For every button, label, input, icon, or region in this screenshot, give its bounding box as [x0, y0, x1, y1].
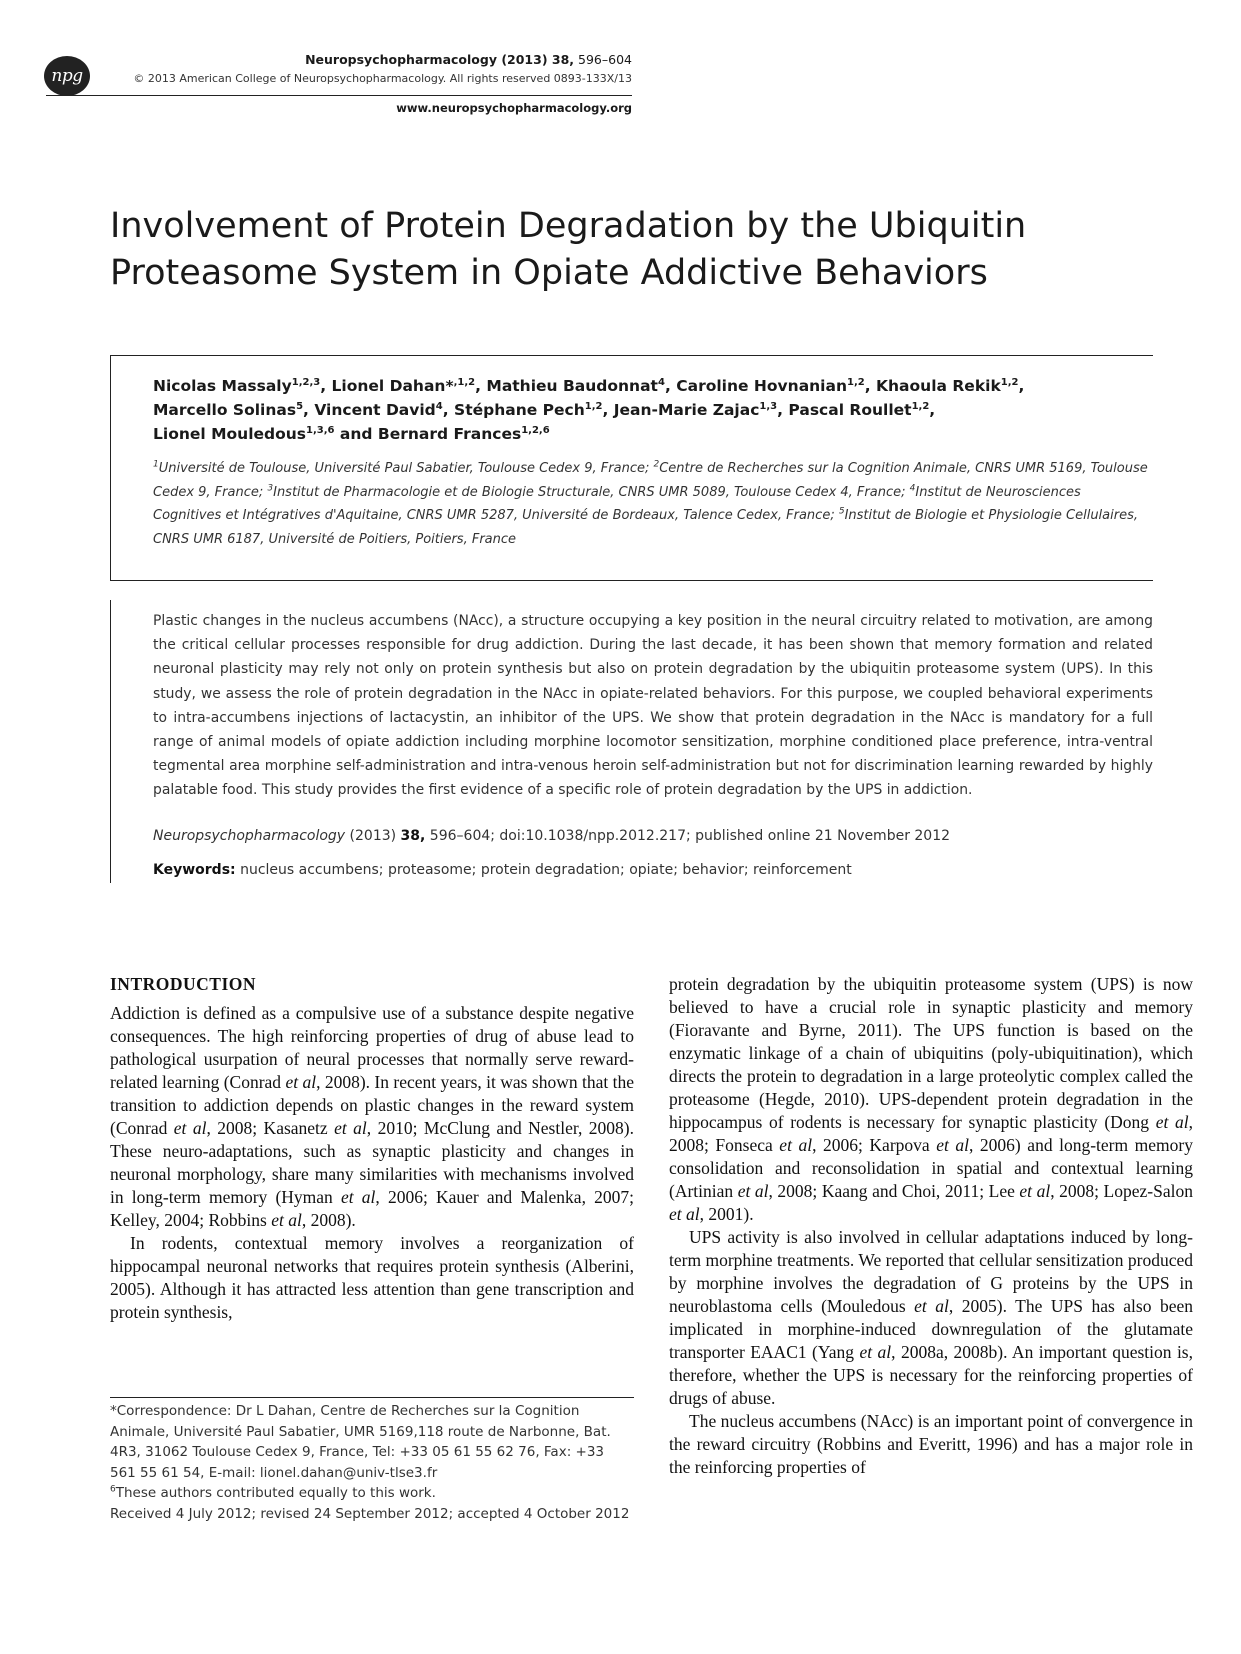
- author-name: Lionel Dahan*: [331, 377, 454, 395]
- author-name: Marcello Solinas: [153, 401, 297, 419]
- text-run: , 2008; Kaang and Choi, 2011; Lee: [768, 1181, 1020, 1201]
- author-affiliation-marker: 1,2,3: [291, 376, 321, 388]
- author-affiliation-marker: 1,3: [759, 400, 778, 412]
- author-affiliation-marker: 1,3,6: [306, 424, 335, 436]
- italic-text: et al: [173, 1118, 207, 1138]
- italic-text: et al: [340, 1187, 376, 1207]
- author-name: Caroline Hovnanian: [676, 377, 847, 395]
- italic-text: et al: [669, 1204, 700, 1224]
- text-run: , 2008; Kasanetz: [206, 1118, 335, 1138]
- header-divider: [46, 95, 632, 96]
- keywords-list: nucleus accumbens; proteasome; protein degradation; opiate; behavior; reinforcement: [235, 862, 852, 878]
- author-separator: ,: [475, 377, 487, 395]
- italic-text: et al: [936, 1135, 970, 1155]
- text-run: The nucleus accumbens (NAcc) is an important point of convergence in the reward circuitry (Robbins and Everitt, 1996) and has a major role in the reinforcing properties of: [669, 1411, 1193, 1477]
- author-separator: ,: [664, 377, 677, 395]
- text-run: , 2006; Karpova: [812, 1135, 937, 1155]
- author-affiliation-marker: ,1,2: [453, 376, 476, 388]
- italic-text: et al: [1155, 1112, 1189, 1132]
- author-separator: ,: [777, 401, 789, 419]
- author-affiliation-marker: 1,2: [911, 400, 930, 412]
- affiliation-text: Centre de Recherches sur la Cognition Animale, CNRS UMR 5169, Toulouse Cedex 9, France;: [153, 461, 1148, 500]
- author-affiliation-marker: 5: [296, 400, 304, 412]
- author-separator: ,: [602, 401, 614, 419]
- authors-top-divider: [110, 355, 1153, 356]
- footnotes: [110, 1401, 634, 1524]
- italic-text: et al: [859, 1342, 892, 1362]
- italic-text: et al: [334, 1118, 367, 1138]
- affiliation-list: [153, 457, 1153, 551]
- citation-volume: 38,: [400, 828, 426, 844]
- journal-name-volume: Neuropsychopharmacology (2013) 38,: [305, 52, 575, 67]
- text-run: Addiction is defined as a compulsive use of a substance despite negative consequences. The high reinforcing properties of drug of abuse lead to pathological usurpation of neural processes that normally serve reward-related learning (Conrad: [110, 1003, 634, 1092]
- equal-contribution-note: [110, 1483, 634, 1504]
- text-run: , 2008; Lopez-Salon: [1050, 1181, 1193, 1201]
- body-paragraph: [110, 1002, 634, 1232]
- italic-text: et al: [779, 1135, 813, 1155]
- section-heading-introduction: INTRODUCTION: [110, 974, 257, 994]
- citation-details: 596–604; doi:10.1038/npp.2012.217; published online 21 November 2012: [425, 828, 951, 844]
- body-column-right: [669, 973, 1193, 1479]
- author-affiliation-marker: 4: [435, 400, 443, 412]
- text-run: , 2008).: [301, 1210, 356, 1230]
- received-dates: Received 4 July 2012; revised 24 September 2012; accepted 4 October 2012: [110, 1505, 630, 1522]
- text-run: , 2008). In recent years, it was shown that the transition to addiction depends on plastic changes in the reward system (Conrad: [110, 1072, 634, 1138]
- affiliation-marker: 2: [653, 459, 660, 470]
- text-run: , 2010; McClung and Nestler, 2008). These neuro-adaptations, such as synaptic plasticity and changes in neuronal morphology, share many similarities with mechanisms involved in long-term memory (Hyman: [110, 1118, 634, 1207]
- author-separator: and: [334, 425, 378, 443]
- npg-logo: npg: [44, 56, 90, 96]
- citation-year: (2013): [345, 828, 401, 844]
- italic-text: et al: [737, 1181, 769, 1201]
- author-separator: ,: [303, 401, 315, 419]
- footnote-divider: [110, 1397, 634, 1398]
- affiliation-text: Institut de Pharmacologie et de Biologie Structurale, CNRS UMR 5089, Toulouse Cedex 4, France;: [273, 484, 910, 500]
- author-name: Khaoula Rekik: [876, 377, 1001, 395]
- text-run: UPS activity is also involved in cellular adaptations induced by long-term morphine treatments. We reported that cellular sensitization produced by morphine involves the degradation of G proteins by the UPS in neuroblastoma cells (Mouledous: [669, 1227, 1193, 1316]
- text-run: , 2001).: [699, 1204, 754, 1224]
- authors-bottom-divider: [110, 580, 1153, 581]
- body-paragraph: [110, 1232, 634, 1324]
- authors-left-divider: [110, 355, 111, 581]
- abstract-left-divider: [110, 600, 111, 883]
- author-list: [153, 374, 1153, 446]
- body-paragraph: [669, 1226, 1193, 1410]
- italic-text: et al: [1019, 1181, 1051, 1201]
- affiliation-text: Institut de Neurosciences Cognitives et Intégratives d'Aquitaine, CNRS UMR 5287, Université de Bordeaux, Talence Cedex, France;: [153, 484, 1081, 523]
- affiliation-marker: 5: [838, 506, 845, 517]
- keywords-label: Keywords:: [153, 862, 236, 878]
- text-run: , 2005). The UPS has also been implicated in morphine-induced downregulation of the glutamate transporter EAAC1 (Yang: [669, 1296, 1193, 1362]
- affiliation-marker: 4: [909, 483, 916, 494]
- journal-pages: 596–604: [574, 52, 632, 67]
- author-separator: ,: [320, 377, 332, 395]
- author-name: Lionel Mouledous: [153, 425, 307, 443]
- journal-reference: [305, 52, 632, 67]
- author-affiliation-marker: 1,2: [584, 400, 603, 412]
- author-name: Bernard Frances: [377, 425, 522, 443]
- author-separator: ,: [864, 377, 877, 395]
- author-name: Jean-Marie Zajac: [613, 401, 760, 419]
- author-name: Mathieu Baudonnat: [486, 377, 658, 395]
- article-citation: [153, 828, 950, 844]
- author-affiliation-marker: 4: [657, 376, 665, 388]
- text-run: In rodents, contextual memory involves a reorganization of hippocampal neuronal networks that requires protein synthesis (Alberini, 2005). Although it has attracted less attention than gene transcription and protein synthesis,: [110, 1233, 634, 1322]
- equal-contribution-text: These authors contributed equally to this work.: [115, 1485, 436, 1501]
- left-paragraphs: [110, 1002, 634, 1324]
- author-name: Vincent David: [314, 401, 436, 419]
- affiliation-text: Université de Toulouse, Université Paul Sabatier, Toulouse Cedex 9, France;: [158, 461, 654, 476]
- body-column-left: [110, 973, 634, 1324]
- author-name: Stéphane Pech: [454, 401, 585, 419]
- keywords: [153, 862, 852, 878]
- author-affiliation-marker: 1,2,6: [521, 424, 550, 436]
- affiliation-marker: 1: [153, 459, 159, 470]
- text-run: protein degradation by the ubiquitin proteasome system (UPS) is now believed to have a crucial role in synaptic plasticity and memory (Fioravante and Byrne, 2011). The UPS function is based on the enzymatic linkage of a chain of ubiquitins (poly-ubiquitination), which directs the protein to degradation in a large proteolytic complex called the proteasome (Hegde, 2010). UPS-dependent protein degradation in the hippocampus of rodents is necessary for synaptic plasticity (Dong: [669, 974, 1193, 1132]
- author-separator: ,: [1018, 377, 1025, 395]
- citation-journal: Neuropsychopharmacology: [153, 828, 346, 844]
- italic-text: et al: [271, 1210, 302, 1230]
- equal-contribution-marker: 6: [110, 1484, 116, 1495]
- text-run: , 2006) and long-term memory consolidation and reconsolidation in spatial and contextual learning (Artinian: [669, 1135, 1193, 1201]
- author-affiliation-marker: 1,2: [847, 376, 865, 388]
- abstract-text: Plastic changes in the nucleus accumbens (NAcc), a structure occupying a key position in the neural circuitry related to motivation, are among the critical cellular processes responsible for drug addiction. During the last decade, it has been shown that memory formation and related neuronal plasticity may rely not only on protein synthesis but also on protein degradation by the ubiquitin proteasome system (UPS). In this study, we assess the role of protein degradation in the NAcc in opiate-related behaviors. For this purpose, we coupled behavioral experiments to intra-accumbens injections of lactacystin, an inhibitor of the UPS. We show that protein degradation in the NAcc is mandatory for a full range of animal models of opiate addiction including morphine locomotor sensitization, morphine conditioned place preference, intra-ventral tegmental area morphine self-administration and intra-venous heroin self-administration but not for discrimination learning rewarded by highly palatable food. This study provides the first evidence of a specific role of protein degradation by the UPS in addiction.: [153, 613, 1153, 799]
- text-run: , 2008a, 2008b). An important question is, therefore, whether the UPS is necessary for the reinforcing properties of drugs of abuse.: [669, 1342, 1193, 1408]
- author-separator: ,: [929, 401, 936, 419]
- italic-text: et al: [914, 1296, 949, 1316]
- text-run: , 2008; Fonseca: [669, 1112, 1194, 1155]
- author-affiliation-marker: 1,2: [1000, 376, 1019, 388]
- affiliation-marker: 3: [267, 483, 274, 494]
- italic-text: et al: [285, 1072, 317, 1092]
- correspondence-note: *Correspondence: Dr L Dahan, Centre de Recherches sur la Cognition Animale, Université Paul Sabatier, UMR 5169,118 route de Narbonne, Bat. 4R3, 31062 Toulouse Cedex 9, France, Tel: +33 05 61 55 62 76, Fax: +33 561 55 61 54, E-mail: lionel.dahan@univ-tlse3.fr: [110, 1403, 611, 1481]
- copyright-notice: © 2013 American College of Neuropsychopharmacology. All rights reserved 0893-133X/13: [133, 72, 632, 85]
- right-paragraphs: [669, 973, 1193, 1479]
- author-separator: ,: [442, 401, 455, 419]
- body-paragraph: [669, 973, 1193, 1226]
- author-name: Pascal Roullet: [788, 401, 912, 419]
- journal-website-link[interactable]: www.neuropsychopharmacology.org: [396, 101, 632, 115]
- affiliation-text: Institut de Biologie et Physiologie Cellulaires, CNRS UMR 6187, Université de Poitiers, Poitiers, France: [153, 508, 1138, 547]
- body-paragraph: [669, 1410, 1193, 1479]
- article-title: Involvement of Protein Degradation by the Ubiquitin Proteasome System in Opiate Addictive Behaviors: [110, 206, 1027, 293]
- text-run: , 2006; Kauer and Malenka, 2007; Kelley, 2004; Robbins: [110, 1187, 634, 1230]
- author-name: Nicolas Massaly: [153, 377, 292, 395]
